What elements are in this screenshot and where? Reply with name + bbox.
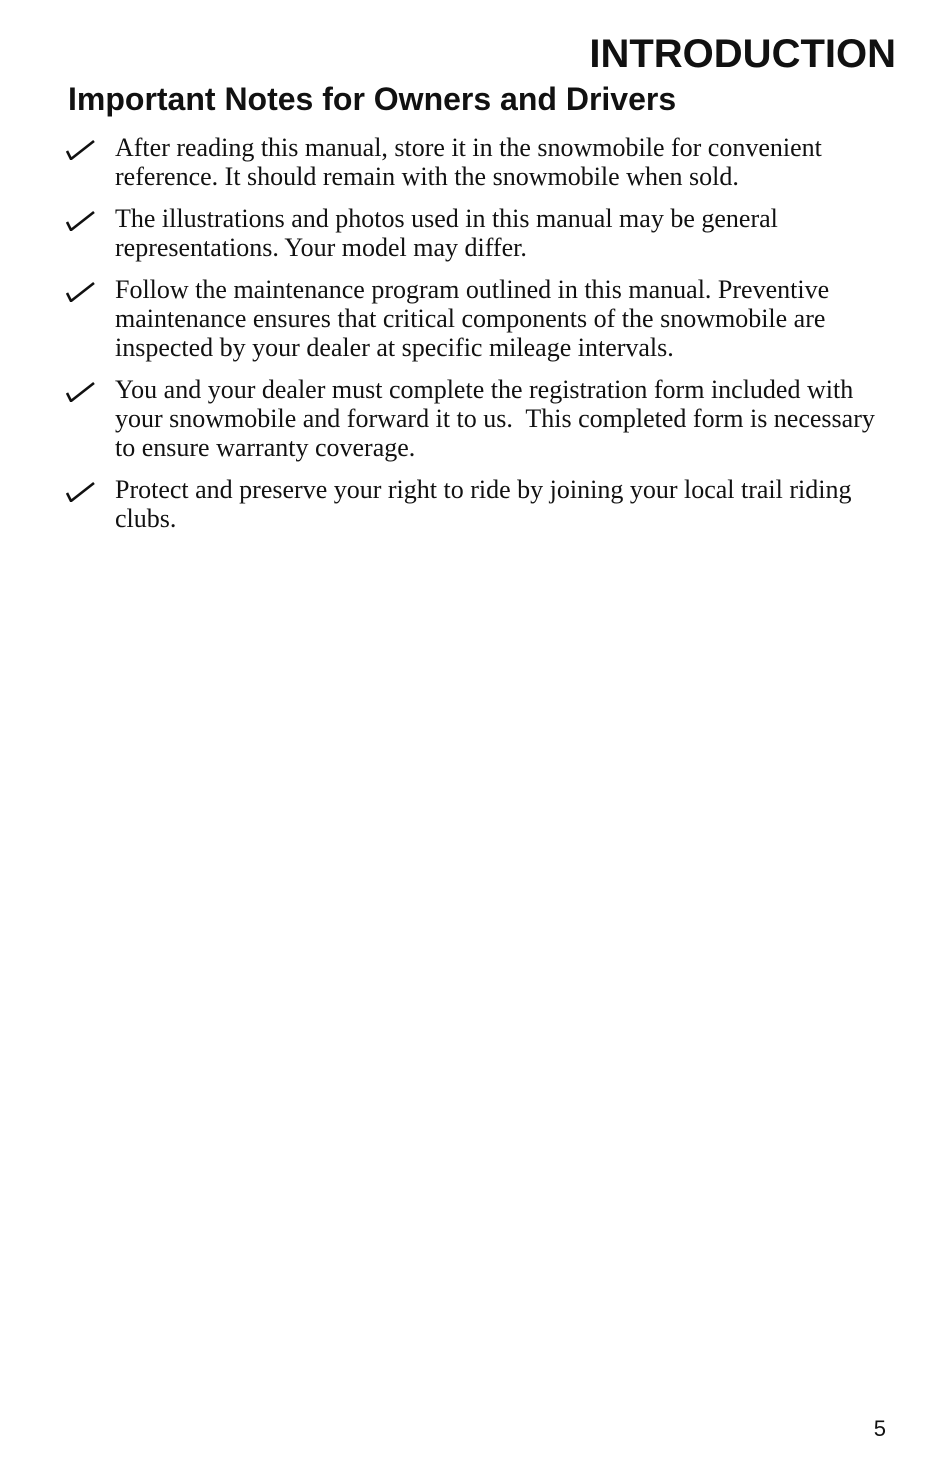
page-title: Important Notes for Owners and Drivers: [68, 81, 677, 117]
list-item: [66, 275, 896, 362]
check-mark-icon: [66, 138, 96, 160]
note-text: Follow the maintenance program outlined in this manual. Preventive maintenance ensures that critical components of the snowmobile are inspected by your dealer at specific mileage intervals.: [115, 275, 830, 362]
list-item: [66, 133, 896, 191]
note-text: The illustrations and photos used in this manual may be general representations. Your model may differ.: [115, 204, 778, 262]
notes-list: [66, 133, 896, 546]
list-item: [66, 375, 896, 462]
check-mark-icon: [66, 280, 96, 302]
page-number: 5: [873, 1416, 886, 1441]
check-mark-icon: [66, 209, 96, 231]
list-item: [66, 204, 896, 262]
note-text: You and your dealer must complete the registration form included with your snowmobile and forward it to us. This completed form is necessary to ensure warranty coverage.: [115, 375, 882, 462]
list-item: [66, 475, 896, 533]
note-text: After reading this manual, store it in the snowmobile for convenient reference. It should remain with the snowmobile when sold.: [115, 133, 822, 191]
check-mark-icon: [66, 480, 96, 502]
check-mark-icon: [66, 380, 96, 402]
note-text: Protect and preserve your right to ride by joining your local trail riding clubs.: [115, 475, 852, 533]
section-header: INTRODUCTION: [589, 32, 896, 76]
